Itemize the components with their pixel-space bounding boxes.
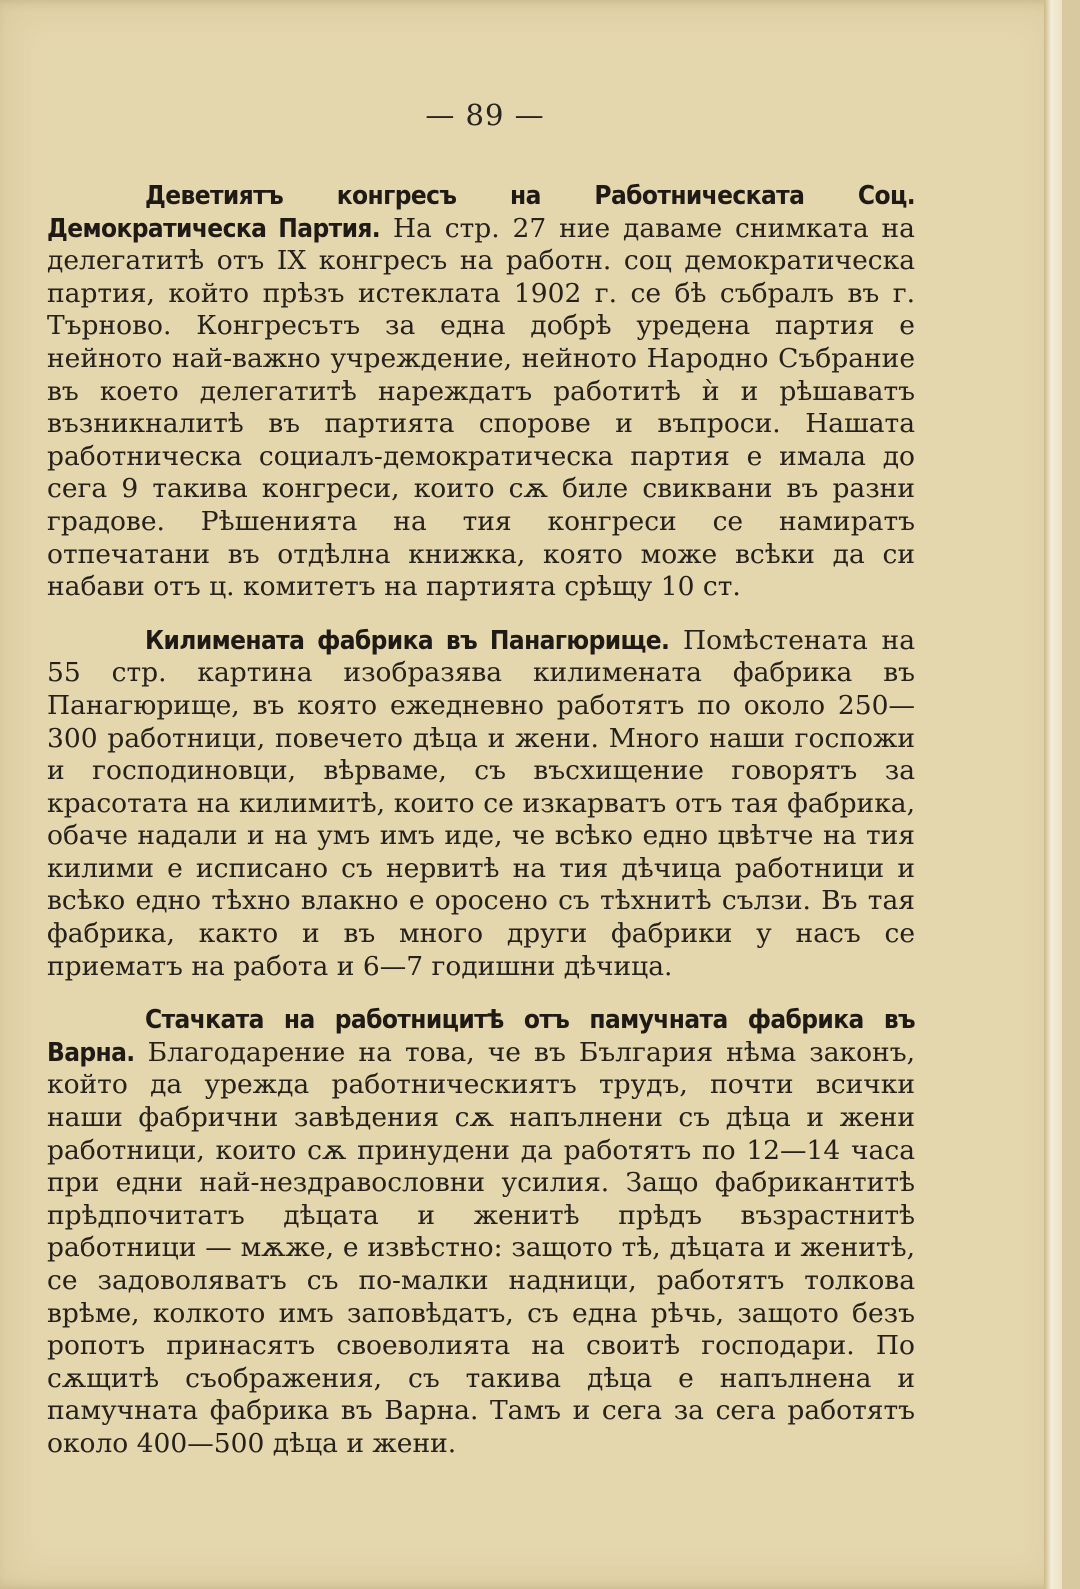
section-text: На стр. 27 ние даваме снимката на делегатитѣ отъ IX конгресъ на работн. соц демократическа партия, който прѣзъ истеклата 1902 г. се бѣ събралъ въ г. Търново. Конгресътъ за една добрѣ уредена партия е нейното най-важно учреждение, нейното Народно Събрание въ което делегатитѣ нареждатъ работитѣ ѝ и рѣшаватъ възникналитѣ въ партията спорове и въпроси. Нашата работническа социалъ-демократическа партия е имала до сега 9 такива конгреси, които сѫ биле свиквани въ разни градове. Рѣшенията на тия конгреси се намиратъ отпечатани въ отдѣлна книжка, която може всѣки да си набави отъ ц. комитетъ на партията срѣщу 10 ст. bbox=[47, 212, 915, 603]
page-number: — 89 — bbox=[425, 98, 545, 132]
paragraph-varna-strike bbox=[47, 1004, 915, 1460]
section-heading: Килимената фабрика въ Панагюрище. bbox=[145, 625, 670, 656]
section-text: Благодарение на това, че въ България нѣма законъ, който да урежда работническиятъ трудъ, почти всички наши фабрични завѣдения сѫ напълнени съ дѣца и жени работници, които сѫ принудени да работятъ по 12—14 часа при едни най-нездравословни усилия. Защо фабрикантитѣ прѣдпочитатъ дѣцата и женитѣ прѣдъ възрастнитѣ работници — мѫже, е извѣстно: защото тѣ, дѣцата и женитѣ, се задоволяватъ съ по-малки надници, работятъ толкова врѣме, колкото имъ заповѣдатъ, съ една рѣчь, защото безъ ропотъ принасятъ своеволията на своитѣ господари. По сѫщитѣ съображения, съ такива дѣца е напълнена и памучната фабрика въ Варна. Тамъ и сега за сега работятъ около 400—500 дѣца и жени. bbox=[47, 1036, 915, 1459]
page-edge bbox=[1044, 0, 1062, 1589]
page-body bbox=[47, 180, 915, 1482]
section-heading: Деветиятъ конгресъ на Работническата Соц. Демократическа Партия. bbox=[47, 181, 915, 244]
section-heading: Стачката на работницитѣ отъ памучната фабрика въ Варна. bbox=[47, 1005, 915, 1068]
section-text: Помѣстената на 55 стр. картина изобразява килимената фабрика въ Панагюрище, въ която ежедневно работятъ по около 250—300 работници, повечето дѣца и жени. Много наши госпожи и господиновци, вѣрваме, съ въсхищение говорятъ за красотата на килимитѣ, които се изкарватъ отъ тая фабрика, обаче надали и на умъ имъ иде, че всѣко едно цвѣтче на тия килими е исписано съ нервитѣ на тия дѣчица работници и всѣко едно тѣхно влакно е оросено съ тѣхнитѣ сълзи. Въ тая фабрика, както и въ много други фабрики у насъ се приематъ на работа и 6—7 годишни дѣчица. bbox=[47, 624, 915, 982]
paragraph-congress bbox=[47, 180, 915, 604]
paragraph-carpet-factory bbox=[47, 625, 915, 984]
